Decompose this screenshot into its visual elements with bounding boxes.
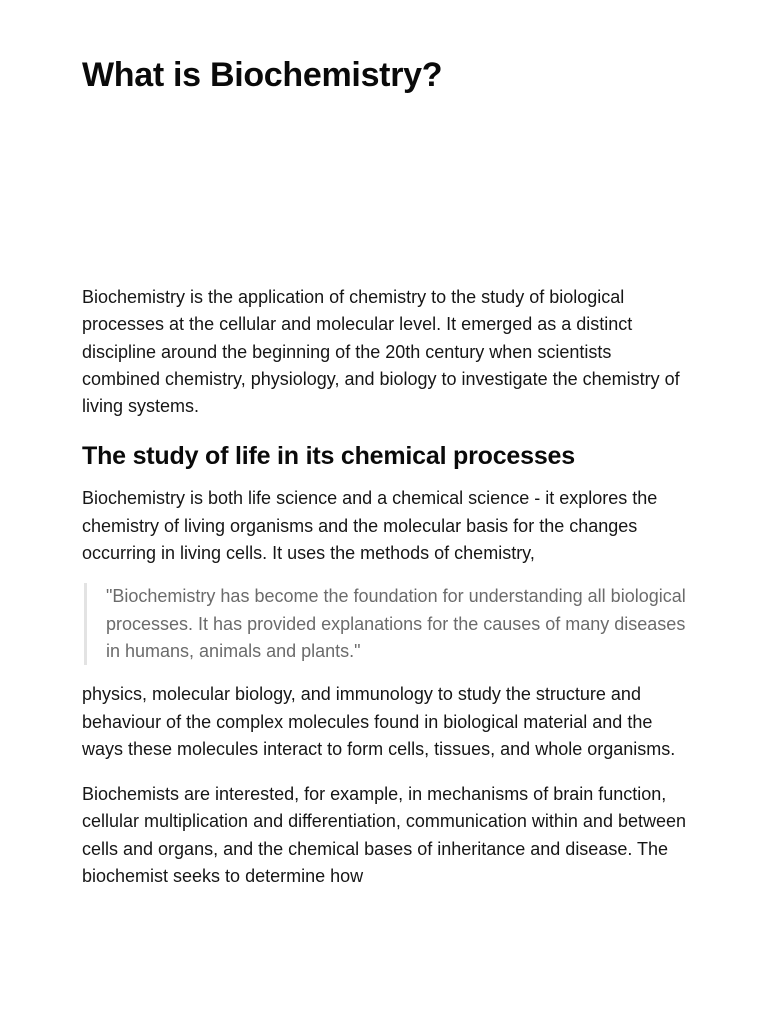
article-body bbox=[82, 284, 692, 890]
body-paragraph-2: physics, molecular biology, and immunology to study the structure and behaviour of the complex molecules found in biological material and the ways these molecules interact to form cells, tissues, and whole organisms. bbox=[82, 684, 676, 759]
body-paragraph-1: Biochemistry is both life science and a chemical science - it explores the chemistry of living organisms and the molecular basis for the changes occurring in living cells. It uses the methods of chemistry, bbox=[82, 488, 658, 564]
body-paragraph-3: Biochemists are interested, for example, in mechanisms of brain function, cellular multiplication and differentiation, communication within and between cells and organs, and the chemical bases of inheritance and disease. The biochemist seeks to determine how bbox=[82, 784, 687, 887]
pull-quote bbox=[84, 583, 692, 665]
intro-paragraph: Biochemistry is the application of chemistry to the study of biological processes at the cellular and molecular level. It emerged as a distinct discipline around the beginning of the 20th century when scientists combined chemistry, physiology, and biology to investigate the chemistry of living systems. bbox=[82, 287, 680, 417]
pull-quote-text: "Biochemistry has become the foundation for understanding all biological processes. It has provided explanations for the causes of many diseases in humans, animals and plants." bbox=[106, 586, 686, 661]
section-heading: The study of life in its chemical processes bbox=[82, 442, 575, 471]
page-title: What is Biochemistry? bbox=[82, 56, 443, 94]
